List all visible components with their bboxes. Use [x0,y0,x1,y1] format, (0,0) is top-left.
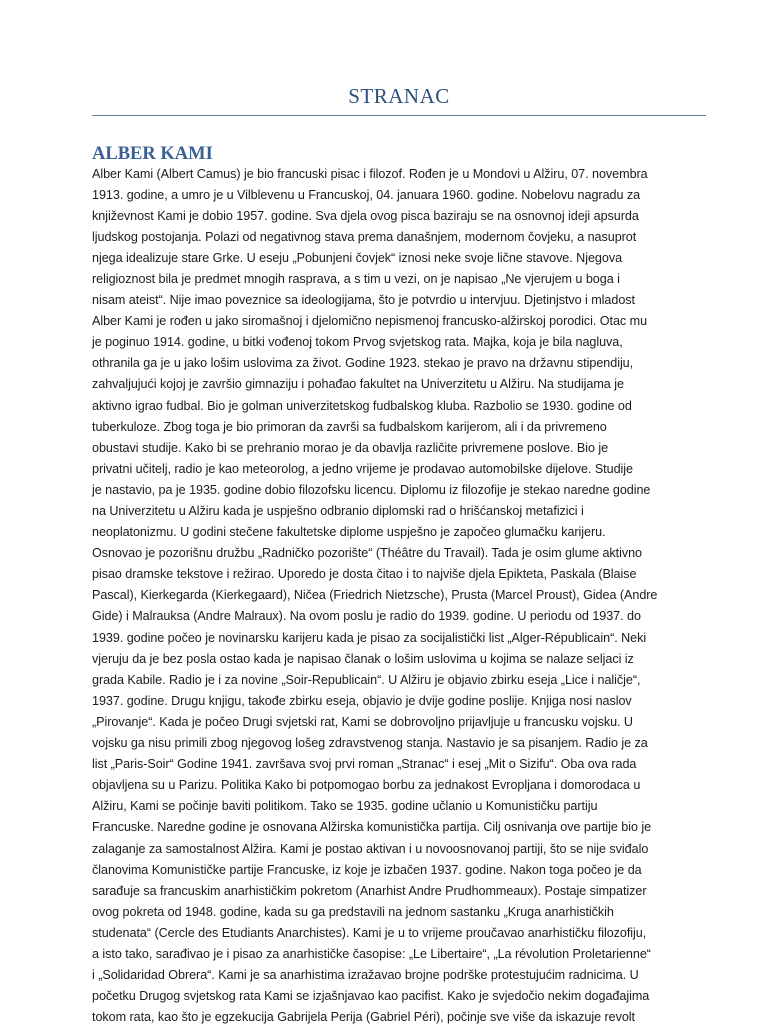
text-line: grada Kabile. Radio je i za novine „Soir-Republicain“. U Alžiru je objavio zbirku eseja „Lice i naličje“, [92,670,704,691]
text-line: Gide) i Malrauksa (Andre Malraux). Na ovom poslu je radio do 1939. godine. U periodu od 1937. do [92,606,704,627]
text-line: 1937. godine. Drugu knjigu, takođe zbirku eseja, objavio je dvije godine poslije. Knjiga nosi naslov [92,691,704,712]
text-line: Francuske. Naredne godine je osnovana Alžirska komunistička partija. Cilj osnivanja ove partije bio je [92,817,704,838]
text-line: „Pirovanje“. Kada je počeo Drugi svjetski rat, Kami se dobrovoljno prijavljuje u francusku vojsku. U [92,712,704,733]
text-line: list „Paris-Soir“ Godine 1941. završava svoj prvi roman „Stranac“ i esej „Mit o Sizifu“. Oba ova rada [92,754,704,775]
text-line: na Univerzitetu u Alžiru kada je uspješno odbranio diplomski rad o hrišćanskoj metafizici i [92,501,704,522]
text-line: othranila ga je u jako lošim uslovima za život. Godine 1923. stekao je pravo na državnu stipendiju, [92,353,704,374]
text-line: početku Drugog svjetskog rata Kami se izjašnjavao kao pacifist. Kako je svjedočio nekim događajima [92,986,704,1007]
text-line: neoplatonizmu. U godini stečene fakultetske diplome uspješno je započeo glumačku karijeru. [92,522,704,543]
text-line: Osnovao je pozorišnu družbu „Radničko pozorište“ (Théâtre du Travail). Tada je osim glume aktivno [92,543,704,564]
text-line: privatni učitelj, radio je kao meteorolog, a jedno vrijeme je prodavao automobilske dijelove. Studije [92,459,704,480]
text-line: tuberkuloze. Zbog toga je bio primoran da završi sa fudbalskom karijerom, ali i da privremeno [92,417,704,438]
text-line: 1939. godine počeo je novinarsku karijeru kada je pisao za socijalistički list „Alger-Républicain“. Neki [92,628,704,649]
text-line: Alber Kami je rođen u jako siromašnoj i djelomično nepismenoj francusko-alžirskoj porodici. Otac mu [92,311,704,332]
text-line: zalaganje za samostalnost Alžira. Kami je postao aktivan i u novoosnovanoj partiji, što se nije sviđalo [92,839,704,860]
document-title: STRANAC [92,84,706,109]
text-line: vojsku ga nisu primili zbog njegovog lošeg zdravstvenog stanja. Nastavio je sa pisanjem. Radio je za [92,733,704,754]
text-line: zahvaljujući kojoj je završio gimnaziju i pohađao fakultet na Univerzitetu u Alžiru. Na studijama je [92,374,704,395]
text-line: ovog pokreta od 1948. godine, kada su ga predstavili na jednom sastanku „Kruga anarhističkih [92,902,704,923]
text-line: Pascal), Kierkegarda (Kierkegaard), Ničea (Friedrich Nietzsche), Prusta (Marcel Proust), Gidea (Andre [92,585,704,606]
text-line: njega idealizuje stare Grke. U eseju „Pobunjeni čovjek“ iznosi neke svoje lične stavove. Njegova [92,248,704,269]
text-line: a isto tako, sarađivao je i pisao za anarhističke časopise: „Le Libertaire“, „La révolution Proletarienne“ [92,944,704,965]
text-line: i „Solidaridad Obrera“. Kami je sa anarhistima izražavao brojne podrške protestujućim radnicima. U [92,965,704,986]
title-divider [92,115,706,116]
body-paragraph [92,164,704,1028]
text-line: tokom rata, kao što je egzekucija Gabrijela Perija (Gabriel Péri), počinje sve više da iskazuje revolt [92,1007,704,1028]
text-line: obustavi studije. Kako bi se prehranio morao je da obavlja različite privremene poslove. Bio je [92,438,704,459]
text-line: književnost Kami je dobio 1957. godine. Sva djela ovog pisca baziraju se na osnovnoj ideji apsurda [92,206,704,227]
text-line: ljudskog postojanja. Polazi od negativnog stava prema današnjem, modernom čovjeku, a nasuprot [92,227,704,248]
text-line: religioznost bila je predmet mnogih rasprava, a s tim u vezi, on je napisao „Ne vjerujem u boga i [92,269,704,290]
text-line: nisam ateist“. Nije imao poveznice sa ideologijama, što je potvrdio u intervjuu. Djetinjstvo i mladost [92,290,704,311]
text-line: je nastavio, pa je 1935. godine dobio filozofsku licencu. Diplomu iz filozofije je stekao naredne godine [92,480,704,501]
text-line: objavljena su u Parizu. Politika Kako bi potpomogao borbu za jednakost Evropljana i domorodaca u [92,775,704,796]
text-line: 1913. godine, a umro je u Vilblevenu u Francuskoj, 04. januara 1960. godine. Nobelovu nagradu za [92,185,704,206]
text-line: studenata“ (Cercle des Etudiants Anarchistes). Kami je u to vrijeme proučavao anarhističku filozofiju, [92,923,704,944]
section-heading: ALBER KAMI [92,144,213,165]
text-line: aktivno igrao fudbal. Bio je golman univerzitetskog fudbalskog kluba. Razbolio se 1930. godine od [92,396,704,417]
text-line: članovima Komunističke partije Francuske, iz koje je izbačen 1937. godine. Nakon toga počeo je da [92,860,704,881]
text-line: je poginuo 1914. godine, u bitki vođenoj tokom Prvog svjetskog rata. Majka, koja je bila nagluva, [92,332,704,353]
text-line: pisao dramske tekstove i režirao. Uporedo je dosta čitao i to najviše djela Epikteta, Paskala (Blaise [92,564,704,585]
text-line: sarađuje sa francuskim anarhističkim pokretom (Anarhist Andre Prudhommeaux). Postaje simpatizer [92,881,704,902]
text-line: Alber Kami (Albert Camus) je bio francuski pisac i filozof. Rođen je u Mondovi u Alžiru, 07. novembra [92,164,704,185]
text-line: Alžiru, Kami se počinje baviti politikom. Tako se 1935. godine učlanio u Komunističku partiju [92,796,704,817]
text-line: vjeruju da je bez posla ostao kada je napisao članak o lošim uslovima u kojima se nalaze seljaci iz [92,649,704,670]
